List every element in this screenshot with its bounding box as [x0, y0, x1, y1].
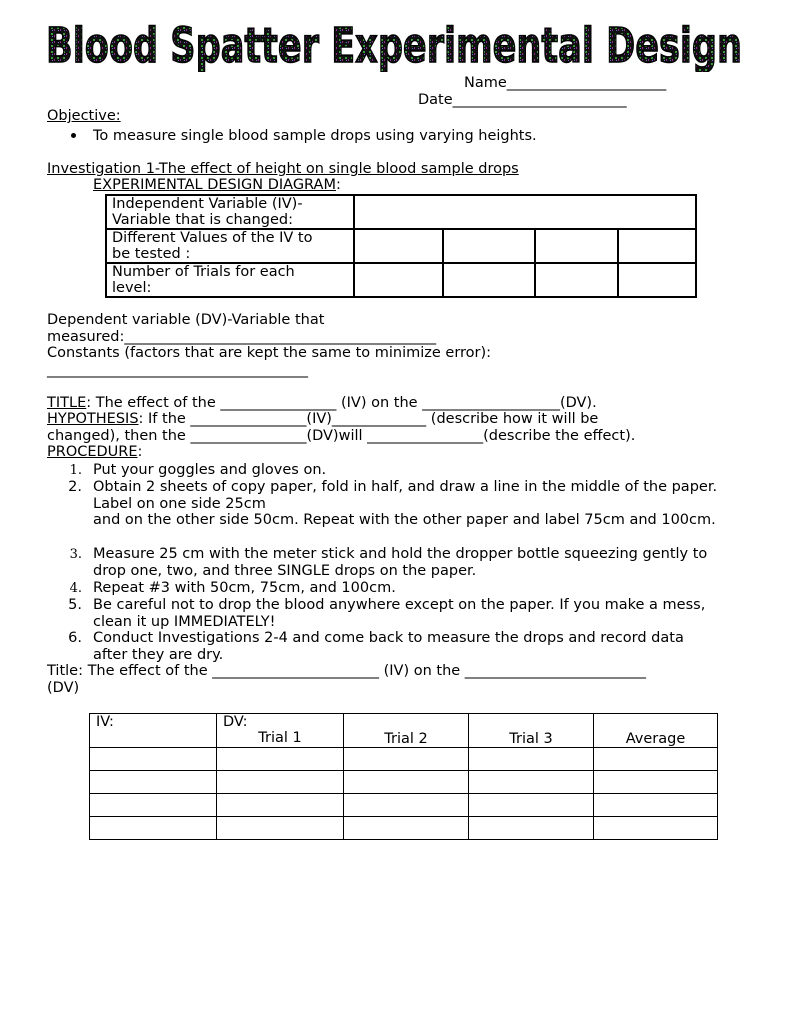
table-cell[interactable]	[90, 817, 217, 840]
hypothesis-line1[interactable]: HYPOTHESIS: If the ________________(IV)_____________ (describe how it will be	[47, 411, 599, 427]
table-cell[interactable]	[469, 748, 594, 771]
investigation-heading: Investigation 1-The effect of height on single blood sample drops	[47, 161, 519, 177]
name-field[interactable]: Name______________________	[464, 75, 667, 91]
trial2-header: Trial 2	[344, 714, 469, 748]
table-cell[interactable]	[217, 794, 344, 817]
date-field[interactable]: Date________________________	[418, 92, 627, 108]
step-number: 3.	[69, 547, 82, 562]
procedure-step: Put your goggles and gloves on.	[93, 462, 327, 478]
page-title-text: Blood Spatter Experimental Design	[46, 18, 742, 72]
table-cell[interactable]	[594, 817, 718, 840]
trials-cell[interactable]	[618, 263, 696, 297]
trials-cell[interactable]	[443, 263, 535, 297]
table-cell[interactable]	[469, 794, 594, 817]
table-cell[interactable]	[344, 794, 469, 817]
data-title-line1[interactable]: Title: The effect of the _______________________ (IV) on the _________________________	[47, 663, 647, 679]
dv-header-cell: DV: Trial 1	[217, 714, 344, 748]
table-cell[interactable]	[344, 817, 469, 840]
average-header: Average	[594, 714, 718, 748]
objective-text: To measure single blood sample drops using varying heights.	[93, 128, 537, 144]
procedure-step: Measure 25 cm with the meter stick and hold the dropper bottle squeezing gently to drop one, two, and three SINGLE drops on the paper.	[93, 546, 708, 579]
step-number: 2.	[68, 479, 82, 495]
step-number: 6.	[68, 630, 82, 646]
iv-header-cell: IV:	[90, 714, 217, 748]
table-cell[interactable]	[469, 817, 594, 840]
table-row	[90, 794, 718, 817]
procedure-heading: PROCEDURE:	[47, 444, 143, 460]
procedure-step-cont: and on the other side 50cm. Repeat with the other paper and label 75cm and 100cm.	[93, 512, 716, 528]
trials-cell[interactable]	[354, 263, 443, 297]
data-table	[89, 713, 718, 840]
dv-line1: Dependent variable (DV)-Variable that	[47, 312, 325, 328]
table-cell[interactable]	[594, 748, 718, 771]
table-cell[interactable]	[90, 771, 217, 794]
objective-heading: Objective:	[47, 108, 121, 124]
data-title-line2: (DV)	[47, 680, 80, 696]
dv-line2[interactable]: measured:___________________________________________	[47, 329, 437, 345]
value-cell[interactable]	[618, 229, 696, 263]
table-row	[90, 748, 718, 771]
value-cell[interactable]	[535, 229, 618, 263]
step-number: 1.	[69, 463, 82, 478]
table-cell[interactable]	[344, 748, 469, 771]
table-row	[90, 817, 718, 840]
design-diagram-table	[105, 194, 697, 298]
step-number: 5.	[68, 597, 82, 613]
procedure-step: Conduct Investigations 2-4 and come back to measure the drops and record data after they are dry.	[93, 630, 684, 663]
procedure-step: Be careful not to drop the blood anywhere except on the paper. If you make a mess, clean it up IMMEDIATELY!	[93, 597, 706, 630]
iv-label-cell: Independent Variable (IV)- Variable that is changed:	[106, 195, 354, 229]
page-title	[44, 14, 744, 72]
value-cell[interactable]	[354, 229, 443, 263]
table-cell[interactable]	[594, 794, 718, 817]
table-cell[interactable]	[469, 771, 594, 794]
table-cell[interactable]	[344, 771, 469, 794]
value-cell[interactable]	[443, 229, 535, 263]
table-cell[interactable]	[217, 817, 344, 840]
table-cell[interactable]	[90, 748, 217, 771]
constants-label: Constants (factors that are kept the same to minimize error):	[47, 345, 492, 361]
table-cell[interactable]	[90, 794, 217, 817]
table-row	[90, 771, 718, 794]
iv-answer-cell[interactable]	[354, 195, 696, 229]
constants-blank[interactable]: ____________________________________	[47, 362, 308, 378]
table-cell[interactable]	[217, 771, 344, 794]
values-label-cell: Different Values of the IV to be tested :	[106, 229, 354, 263]
table-cell[interactable]	[594, 771, 718, 794]
trials-cell[interactable]	[535, 263, 618, 297]
hypothesis-line2[interactable]: changed), then the ________________(DV)will ________________(describe the effect).	[47, 428, 636, 444]
step-number: 4.	[69, 581, 82, 596]
procedure-step: Repeat #3 with 50cm, 75cm, and 100cm.	[93, 580, 396, 596]
procedure-step: Obtain 2 sheets of copy paper, fold in half, and draw a line in the middle of the paper. Label on one side 25cm	[93, 479, 718, 512]
title-line[interactable]: TITLE: The effect of the ________________ (IV) on the ___________________(DV).	[47, 395, 597, 411]
diagram-heading: EXPERIMENTAL DESIGN DIAGRAM:	[93, 177, 341, 193]
trials-label-cell: Number of Trials for each level:	[106, 263, 354, 297]
bullet-icon	[71, 133, 76, 138]
table-cell[interactable]	[217, 748, 344, 771]
trial3-header: Trial 3	[469, 714, 594, 748]
